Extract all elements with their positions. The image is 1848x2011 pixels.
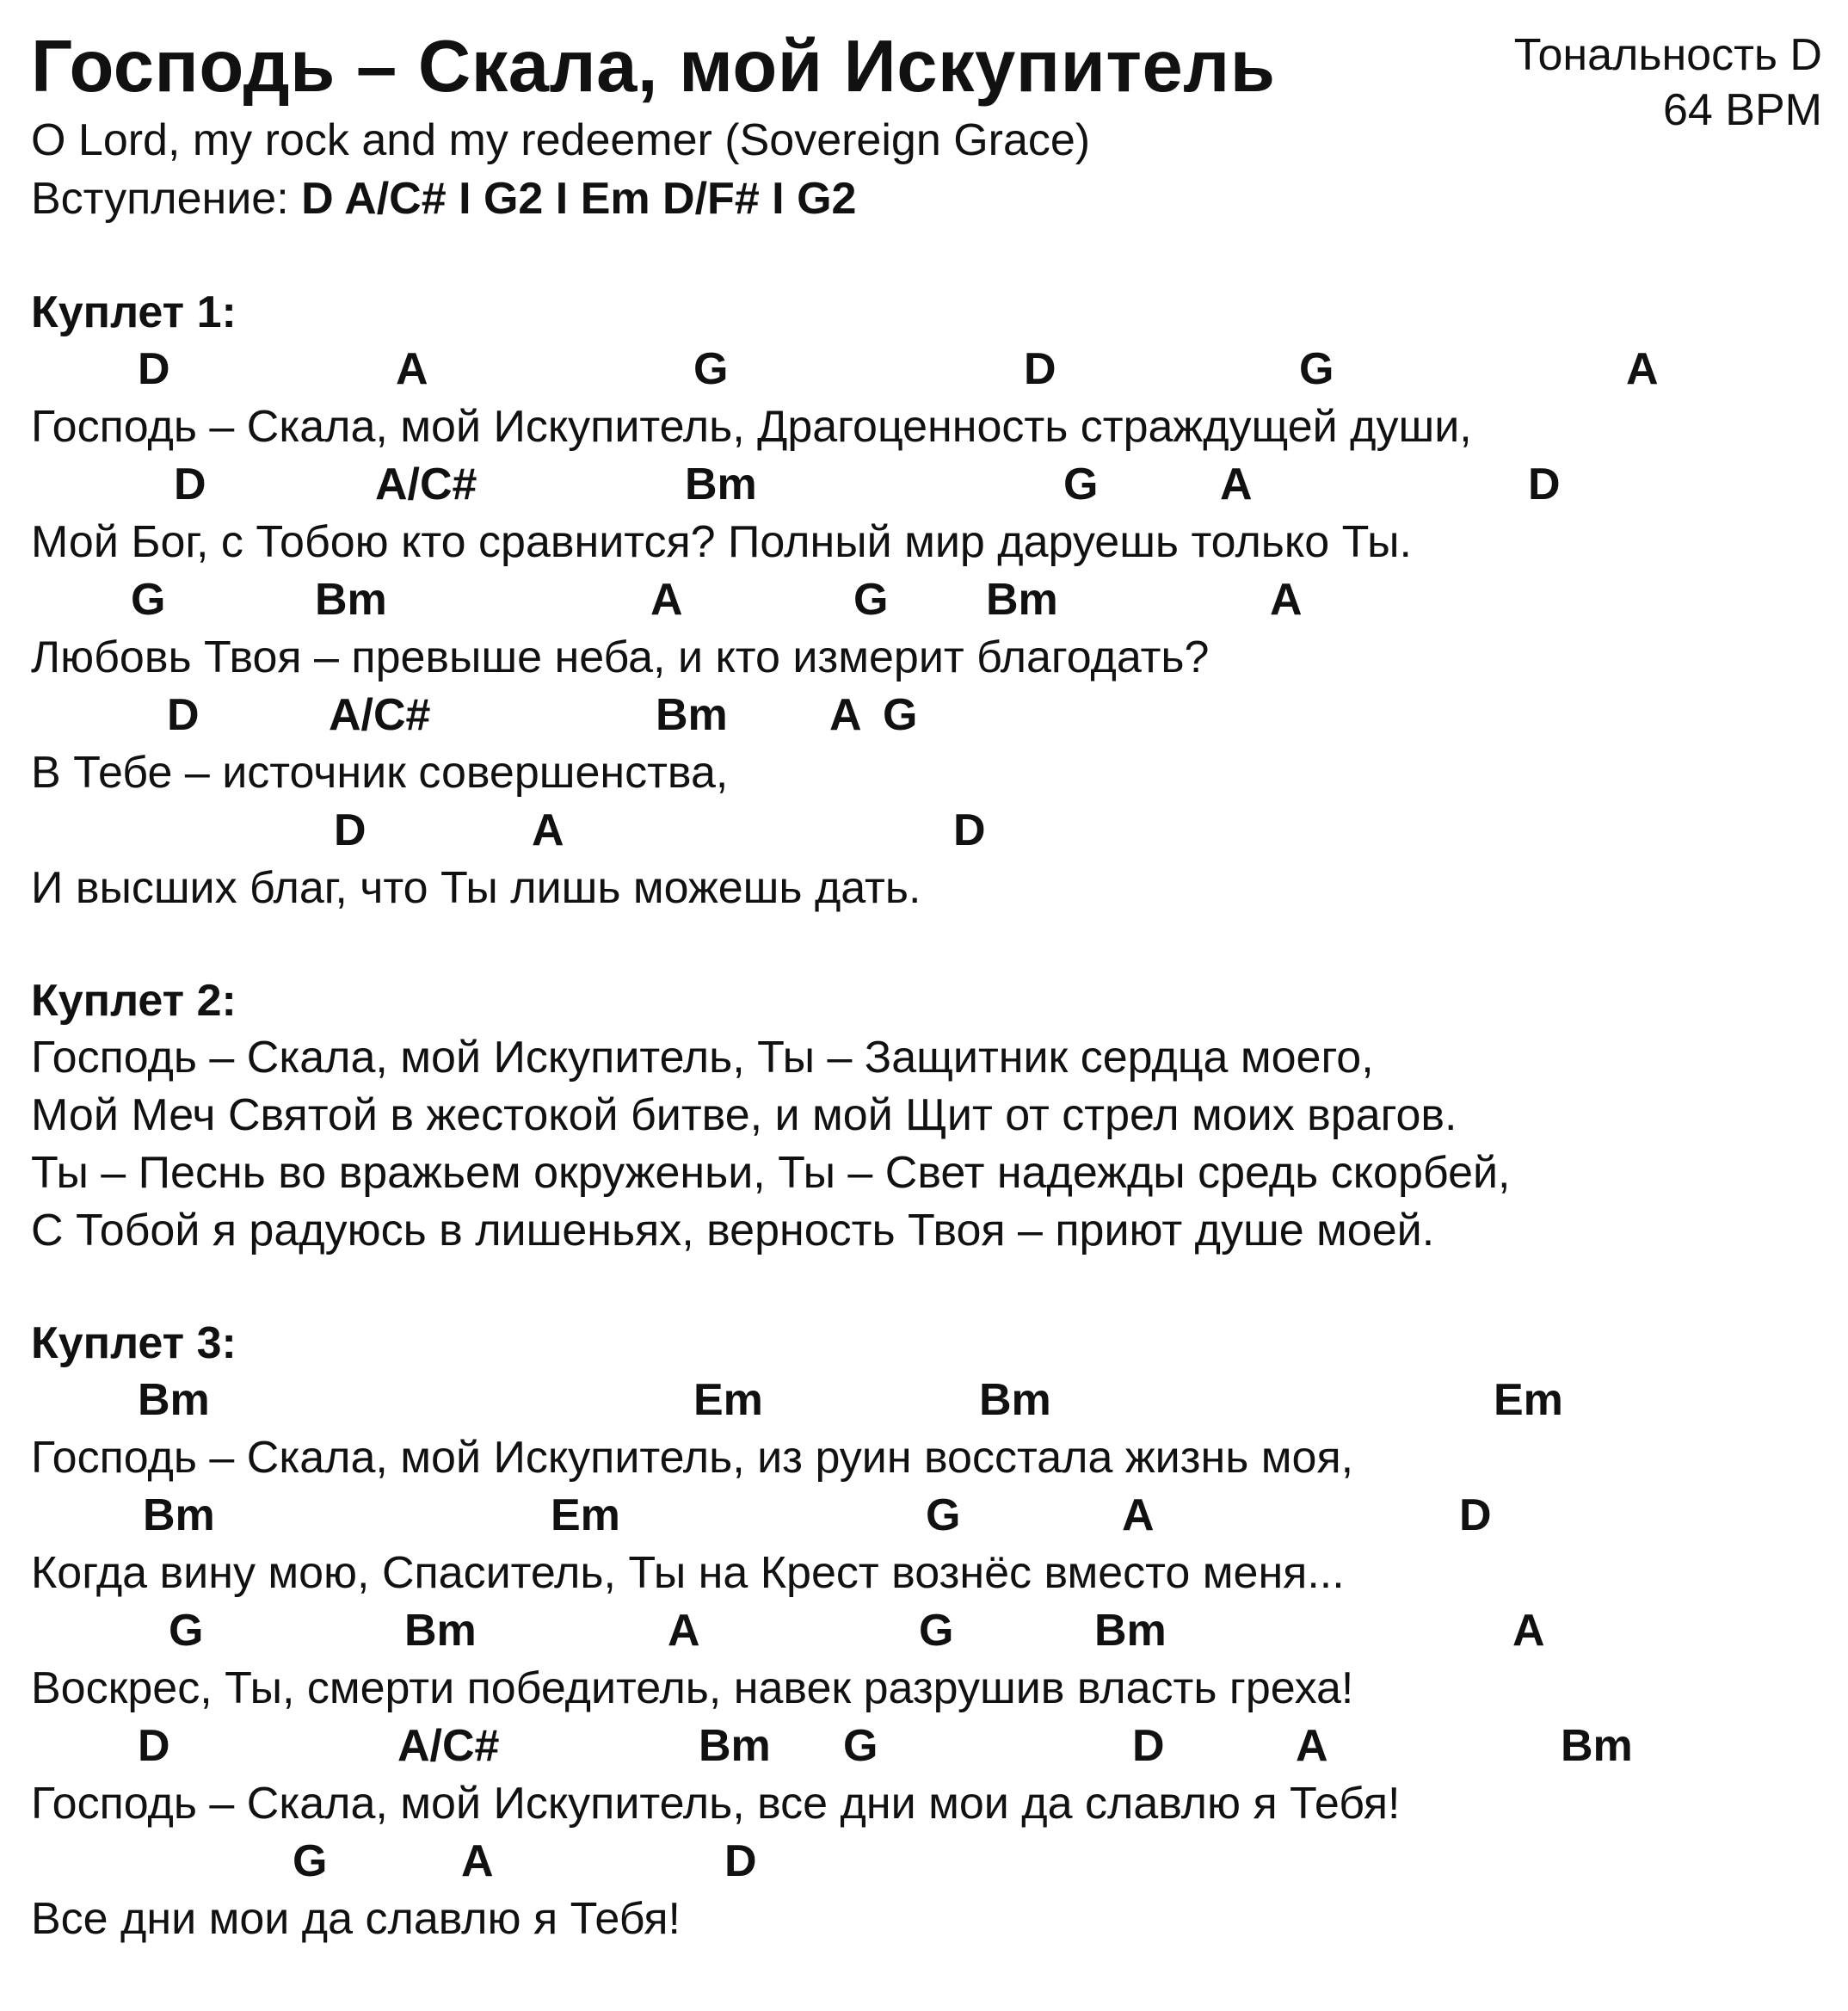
verse-3-label: Куплет 3: xyxy=(31,1318,237,1368)
chord: A xyxy=(650,575,683,625)
chord: Em xyxy=(693,1375,763,1425)
chord: Bm xyxy=(699,1721,771,1771)
chord-row xyxy=(31,802,1829,860)
lyric-line: Господь – Скала, мой Искупитель, из руин восстала жизнь моя, xyxy=(31,1433,1354,1483)
chord-row xyxy=(31,687,1829,744)
chord: A xyxy=(396,344,428,394)
chord: G xyxy=(169,1606,204,1656)
chord: G xyxy=(693,344,729,394)
chord: D xyxy=(1132,1721,1165,1771)
chord-row xyxy=(31,1718,1829,1775)
chord: G xyxy=(293,1836,328,1886)
chord: A/C# xyxy=(397,1721,500,1771)
chord: Bm xyxy=(656,690,728,740)
verse-1-label: Куплет 1: xyxy=(31,287,237,337)
chord: A xyxy=(1296,1721,1328,1771)
chord: Bm xyxy=(685,460,757,509)
chord: D xyxy=(1459,1490,1492,1540)
chord: A xyxy=(1512,1606,1545,1656)
chord: A/C# xyxy=(375,460,477,509)
chord: Bm xyxy=(1094,1606,1167,1656)
chord: G xyxy=(131,575,166,625)
chord: G xyxy=(1063,460,1099,509)
chord: G xyxy=(843,1721,878,1771)
chord: A xyxy=(1626,344,1659,394)
chord: Em xyxy=(551,1490,620,1540)
chord: Bm xyxy=(315,575,387,625)
chord: D xyxy=(724,1836,757,1886)
lyric-line: Господь – Скала, мой Искупитель, все дни мои да славлю я Тебя! xyxy=(31,1779,1401,1829)
tempo-label: 64 BPM xyxy=(1663,85,1822,135)
chord: Em xyxy=(1494,1375,1563,1425)
chord: Bm xyxy=(1561,1721,1633,1771)
chord: D xyxy=(953,805,986,855)
lyric-line: Когда вину мою, Спаситель, Ты на Крест вознёс вместо меня... xyxy=(31,1548,1345,1598)
chord: A xyxy=(1270,575,1303,625)
lyric-line: Воскрес, Ты, смерти победитель, навек разрушив власть греха! xyxy=(31,1663,1354,1713)
chord: D xyxy=(138,1721,170,1771)
verse-1 xyxy=(31,284,1829,917)
chord: D xyxy=(1528,460,1561,509)
chord-row xyxy=(31,456,1829,514)
chord-row xyxy=(31,1372,1829,1429)
lyric-line: Господь – Скала, мой Искупитель, Драгоценность страждущей души, xyxy=(31,402,1472,452)
chord: D xyxy=(167,690,200,740)
chord: D xyxy=(174,460,206,509)
chord-row xyxy=(31,571,1829,629)
chord-row xyxy=(31,341,1829,398)
chord: A xyxy=(1220,460,1253,509)
intro-line xyxy=(31,170,856,227)
chord: Bm xyxy=(986,575,1058,625)
verse-2-label: Куплет 2: xyxy=(31,976,237,1026)
chord: A xyxy=(829,690,862,740)
song-subtitle: O Lord, my rock and my redeemer (Sovereign Grace) xyxy=(31,115,1091,165)
chord: A xyxy=(461,1836,494,1886)
lyric-line: Господь – Скала, мой Искупитель, Ты – Защитник сердца моего, xyxy=(31,1033,1374,1083)
lyric-line: Любовь Твоя – превыше неба, и кто измерит благодать? xyxy=(31,632,1210,682)
song-meta xyxy=(1514,28,1822,138)
chord: G xyxy=(919,1606,954,1656)
lyric-line: Ты – Песнь во вражьем окруженьи, Ты – Свет надежды средь скорбей, xyxy=(31,1148,1511,1198)
chord-row xyxy=(31,1487,1829,1545)
chord: D xyxy=(138,344,170,394)
chord: G xyxy=(926,1490,961,1540)
chord: D xyxy=(334,805,367,855)
chord: G xyxy=(1299,344,1334,394)
lyric-line: Мой Бог, с Тобою кто сравнится? Полный мир даруешь только Ты. xyxy=(31,517,1412,567)
key-label: Тональность D xyxy=(1513,30,1822,80)
chord: G xyxy=(883,690,918,740)
song-title: Господь – Скала, мой Искупитель xyxy=(31,26,1276,108)
chord-row xyxy=(31,1833,1829,1891)
intro-chords: D A/C# I G2 I Em D/F# I G2 xyxy=(301,174,857,224)
lyric-line: Мой Меч Святой в жестокой битве, и мой Щит от стрел моих врагов. xyxy=(31,1090,1457,1140)
chord: A xyxy=(1122,1490,1155,1540)
chord: A/C# xyxy=(329,690,431,740)
chord: D xyxy=(1024,344,1056,394)
lyric-line: В Тебе – источник совершенства, xyxy=(31,748,729,798)
chord: Bm xyxy=(979,1375,1051,1425)
chord: G xyxy=(853,575,889,625)
verse-2 xyxy=(31,972,1829,1260)
intro-label: Вступление: xyxy=(31,174,302,224)
chord: Bm xyxy=(404,1606,477,1656)
lyric-line: Все дни мои да славлю я Тебя! xyxy=(31,1894,681,1944)
chord: A xyxy=(668,1606,700,1656)
lyric-line: И высших благ, что Ты лишь можешь дать. xyxy=(31,863,921,913)
chord: A xyxy=(532,805,564,855)
chord-row xyxy=(31,1602,1829,1660)
lyric-line: С Тобой я радуюсь в лишеньях, верность Твоя – приют душе моей. xyxy=(31,1206,1435,1255)
verse-3 xyxy=(31,1315,1829,1948)
chord: Bm xyxy=(143,1490,215,1540)
chord: Bm xyxy=(138,1375,210,1425)
